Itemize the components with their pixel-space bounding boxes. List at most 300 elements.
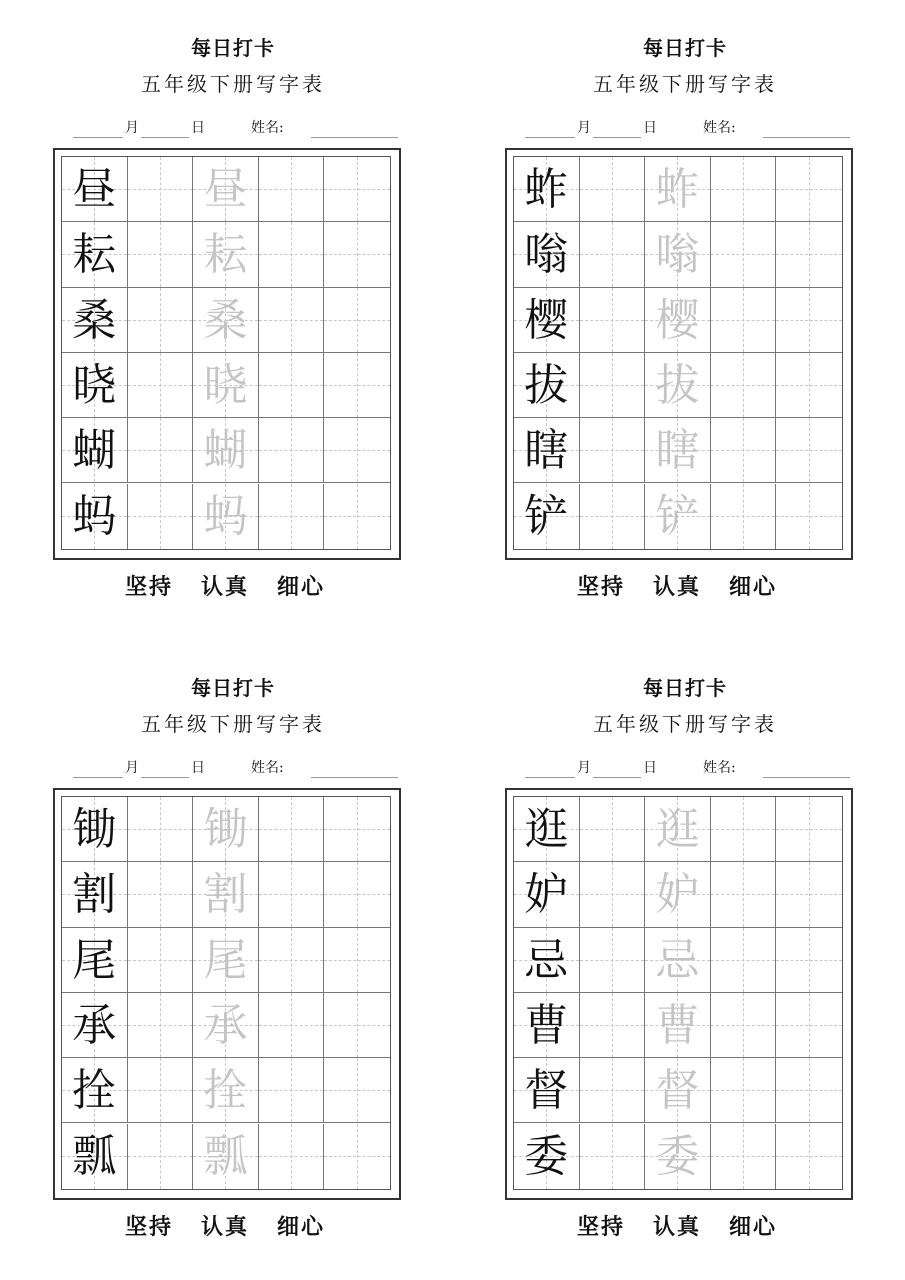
blank-writing-cell[interactable] <box>580 928 646 993</box>
trace-character: 锄 <box>203 804 248 855</box>
motto-word: 认真 <box>652 1214 701 1240</box>
guide-line <box>128 516 193 517</box>
writing-frame <box>505 788 853 1200</box>
model-character: 忌 <box>524 934 569 986</box>
writing-frame <box>53 788 401 1200</box>
guide-line <box>128 450 193 451</box>
model-character: 割 <box>72 869 117 921</box>
blank-writing-cell[interactable] <box>580 222 646 287</box>
guide-line <box>128 1090 193 1091</box>
month-blank[interactable] <box>73 777 123 778</box>
blank-writing-cell[interactable] <box>711 222 777 287</box>
name-label: 姓名: <box>251 120 284 136</box>
blank-writing-cell[interactable] <box>711 353 777 418</box>
blank-writing-cell[interactable] <box>776 797 842 862</box>
grid-row <box>62 484 390 549</box>
guide-line <box>259 829 324 830</box>
grid-row <box>62 157 390 222</box>
blank-writing-cell[interactable] <box>776 1124 842 1189</box>
trace-character-cell[interactable] <box>645 288 711 353</box>
grid-row <box>514 418 842 483</box>
blank-writing-cell[interactable] <box>776 993 842 1058</box>
blank-writing-cell[interactable] <box>776 928 842 993</box>
trace-character-cell[interactable] <box>193 288 259 353</box>
guide-line <box>776 1025 842 1026</box>
guide-line <box>128 960 193 961</box>
guide-line <box>324 254 390 255</box>
blank-writing-cell[interactable] <box>259 418 325 483</box>
guide-line <box>324 320 390 321</box>
blank-writing-cell[interactable] <box>580 862 646 927</box>
trace-character-cell[interactable] <box>645 928 711 993</box>
model-character-cell <box>514 418 580 483</box>
blank-writing-cell[interactable] <box>128 222 194 287</box>
guide-line <box>324 1090 390 1091</box>
practice-card-3 <box>53 640 413 1240</box>
guide-line <box>580 254 645 255</box>
blank-writing-cell[interactable] <box>259 928 325 993</box>
blank-writing-cell[interactable] <box>259 484 325 549</box>
model-character: 桑 <box>72 294 117 346</box>
guide-line <box>776 829 842 830</box>
trace-character: 蚂 <box>203 490 248 542</box>
model-character: 嗡 <box>524 229 569 281</box>
model-character: 委 <box>524 1130 569 1182</box>
trace-character-cell[interactable] <box>645 1058 711 1123</box>
trace-character-cell[interactable] <box>193 157 259 222</box>
model-character-cell <box>62 157 128 222</box>
trace-character: 忌 <box>655 934 700 986</box>
trace-character-cell[interactable] <box>193 418 259 483</box>
blank-writing-cell[interactable] <box>711 288 777 353</box>
trace-character-cell[interactable] <box>645 157 711 222</box>
card-title: 每日打卡 <box>643 36 727 60</box>
grid-row <box>62 797 390 862</box>
trace-character-cell[interactable] <box>193 1124 259 1189</box>
blank-writing-cell[interactable] <box>580 993 646 1058</box>
trace-character: 耘 <box>203 229 248 281</box>
model-character-cell <box>62 222 128 287</box>
guide-line <box>711 450 776 451</box>
blank-writing-cell[interactable] <box>324 862 390 927</box>
guide-line <box>711 1090 776 1091</box>
grid-row <box>514 1124 842 1189</box>
blank-writing-cell[interactable] <box>324 1058 390 1123</box>
model-character-cell <box>62 928 128 993</box>
month-blank[interactable] <box>525 137 575 138</box>
guide-line <box>711 254 776 255</box>
grid-row <box>514 928 842 993</box>
month-label: 月 <box>125 760 139 776</box>
guide-line <box>128 254 193 255</box>
model-character-cell <box>514 484 580 549</box>
guide-line <box>776 450 842 451</box>
day-label: 日 <box>191 760 205 776</box>
model-character: 蚂 <box>72 490 117 542</box>
model-character: 锄 <box>72 804 117 855</box>
day-label: 日 <box>643 120 657 136</box>
day-label: 日 <box>643 760 657 776</box>
month-label: 月 <box>125 120 139 136</box>
guide-line <box>776 1090 842 1091</box>
model-character: 承 <box>72 999 117 1051</box>
grid-row <box>514 797 842 862</box>
guide-line <box>776 254 842 255</box>
card-title: 每日打卡 <box>191 36 275 60</box>
trace-character-cell[interactable] <box>645 993 711 1058</box>
writing-grid <box>61 156 391 550</box>
blank-writing-cell[interactable] <box>776 288 842 353</box>
blank-writing-cell[interactable] <box>711 862 777 927</box>
model-character-cell <box>62 797 128 862</box>
blank-writing-cell[interactable] <box>259 862 325 927</box>
blank-writing-cell[interactable] <box>324 993 390 1058</box>
guide-line <box>580 385 645 386</box>
model-character: 晓 <box>72 359 117 411</box>
grid-row <box>514 157 842 222</box>
blank-writing-cell[interactable] <box>324 1124 390 1189</box>
guide-line <box>259 1156 324 1157</box>
trace-character: 桑 <box>203 294 248 346</box>
date-name-row <box>525 116 850 138</box>
writing-grid <box>513 156 843 550</box>
guide-line <box>580 894 645 895</box>
guide-line <box>128 320 193 321</box>
grid-row <box>62 288 390 353</box>
model-character: 瓢 <box>72 1130 117 1182</box>
guide-line <box>711 320 776 321</box>
name-blank[interactable] <box>763 137 850 138</box>
guide-line <box>776 516 842 517</box>
grid-row <box>514 288 842 353</box>
blank-writing-cell[interactable] <box>711 418 777 483</box>
model-character-cell <box>514 288 580 353</box>
model-character-cell <box>62 1058 128 1123</box>
guide-line <box>580 1025 645 1026</box>
card-title: 每日打卡 <box>643 676 727 700</box>
model-character: 尾 <box>72 934 117 986</box>
trace-character-cell[interactable] <box>645 222 711 287</box>
blank-writing-cell[interactable] <box>128 484 194 549</box>
blank-writing-cell[interactable] <box>128 993 194 1058</box>
blank-writing-cell[interactable] <box>776 1058 842 1123</box>
model-character: 拔 <box>524 359 569 411</box>
trace-character-cell[interactable] <box>193 862 259 927</box>
card-title: 每日打卡 <box>191 676 275 700</box>
trace-character-cell[interactable] <box>645 797 711 862</box>
guide-line <box>776 385 842 386</box>
guide-line <box>259 385 324 386</box>
trace-character: 蝴 <box>203 425 248 477</box>
day-blank[interactable] <box>593 137 641 138</box>
trace-character: 割 <box>203 869 248 921</box>
model-character-cell <box>514 353 580 418</box>
guide-line <box>776 894 842 895</box>
blank-writing-cell[interactable] <box>580 797 646 862</box>
guide-line <box>324 1156 390 1157</box>
trace-character-cell[interactable] <box>645 862 711 927</box>
month-blank[interactable] <box>73 137 123 138</box>
guide-line <box>776 960 842 961</box>
card-subtitle: 五年级下册写字表 <box>141 712 325 736</box>
day-blank[interactable] <box>141 137 189 138</box>
blank-writing-cell[interactable] <box>711 797 777 862</box>
blank-writing-cell[interactable] <box>580 353 646 418</box>
guide-line <box>128 829 193 830</box>
grid-row <box>514 484 842 549</box>
blank-writing-cell[interactable] <box>776 862 842 927</box>
blank-writing-cell[interactable] <box>259 1058 325 1123</box>
guide-line <box>580 1090 645 1091</box>
guide-line <box>711 960 776 961</box>
model-character: 铲 <box>524 490 569 542</box>
guide-line <box>711 829 776 830</box>
blank-writing-cell[interactable] <box>711 157 777 222</box>
blank-writing-cell[interactable] <box>324 928 390 993</box>
blank-writing-cell[interactable] <box>580 418 646 483</box>
model-character-cell <box>62 418 128 483</box>
blank-writing-cell[interactable] <box>711 928 777 993</box>
trace-character-cell[interactable] <box>645 353 711 418</box>
motto-word: 细心 <box>729 1214 778 1240</box>
guide-line <box>259 450 324 451</box>
guide-line <box>324 189 390 190</box>
grid-row <box>62 862 390 927</box>
trace-character-cell[interactable] <box>193 928 259 993</box>
blank-writing-cell[interactable] <box>128 862 194 927</box>
model-character-cell <box>514 157 580 222</box>
blank-writing-cell[interactable] <box>128 797 194 862</box>
motto-word: 坚持 <box>576 574 625 600</box>
trace-character-cell[interactable] <box>193 484 259 549</box>
blank-writing-cell[interactable] <box>128 157 194 222</box>
guide-line <box>259 1090 324 1091</box>
trace-character: 妒 <box>655 869 700 921</box>
practice-card-2 <box>505 0 865 600</box>
motto <box>505 1212 849 1242</box>
blank-writing-cell[interactable] <box>128 353 194 418</box>
trace-character: 昼 <box>203 164 248 215</box>
guide-line <box>128 385 193 386</box>
date-name-row <box>525 756 850 778</box>
trace-character-cell[interactable] <box>645 484 711 549</box>
model-character-cell <box>62 288 128 353</box>
month-blank[interactable] <box>525 777 575 778</box>
trace-character-cell[interactable] <box>645 418 711 483</box>
grid-row <box>514 862 842 927</box>
trace-character: 晓 <box>203 359 248 411</box>
blank-writing-cell[interactable] <box>580 288 646 353</box>
trace-character: 委 <box>655 1130 700 1182</box>
model-character: 瞎 <box>524 425 569 477</box>
blank-writing-cell[interactable] <box>580 1058 646 1123</box>
blank-writing-cell[interactable] <box>711 1058 777 1123</box>
guide-line <box>711 1025 776 1026</box>
guide-line <box>259 254 324 255</box>
trace-character-cell[interactable] <box>193 993 259 1058</box>
blank-writing-cell[interactable] <box>259 222 325 287</box>
guide-line <box>128 894 193 895</box>
blank-writing-cell[interactable] <box>128 418 194 483</box>
blank-writing-cell[interactable] <box>776 157 842 222</box>
name-blank[interactable] <box>311 137 398 138</box>
model-character: 督 <box>524 1065 569 1117</box>
blank-writing-cell[interactable] <box>324 288 390 353</box>
card-subtitle: 五年级下册写字表 <box>141 72 325 96</box>
blank-writing-cell[interactable] <box>259 993 325 1058</box>
guide-line <box>580 960 645 961</box>
blank-writing-cell[interactable] <box>580 157 646 222</box>
day-blank[interactable] <box>141 777 189 778</box>
model-character-cell <box>62 484 128 549</box>
trace-character: 逛 <box>655 804 700 855</box>
trace-character: 瓢 <box>203 1130 248 1182</box>
guide-line <box>259 189 324 190</box>
blank-writing-cell[interactable] <box>324 157 390 222</box>
model-character-cell <box>514 222 580 287</box>
practice-card-4 <box>505 640 865 1240</box>
motto-word: 认真 <box>200 574 249 600</box>
model-character-cell <box>514 1058 580 1123</box>
model-character-cell <box>514 797 580 862</box>
day-label: 日 <box>191 120 205 136</box>
guide-line <box>259 960 324 961</box>
blank-writing-cell[interactable] <box>776 222 842 287</box>
motto-word: 坚持 <box>576 1214 625 1240</box>
guide-line <box>259 894 324 895</box>
guide-line <box>259 516 324 517</box>
grid-row <box>514 222 842 287</box>
grid-row <box>514 993 842 1058</box>
blank-writing-cell[interactable] <box>324 222 390 287</box>
grid-row <box>62 928 390 993</box>
grid-row <box>62 993 390 1058</box>
name-label: 姓名: <box>251 760 284 776</box>
motto <box>53 1212 397 1242</box>
writing-frame <box>53 148 401 560</box>
day-blank[interactable] <box>593 777 641 778</box>
blank-writing-cell[interactable] <box>776 353 842 418</box>
name-label: 姓名: <box>703 120 736 136</box>
writing-grid <box>513 796 843 1190</box>
writing-frame <box>505 148 853 560</box>
model-character: 耘 <box>72 229 117 281</box>
blank-writing-cell[interactable] <box>259 1124 325 1189</box>
blank-writing-cell[interactable] <box>711 1124 777 1189</box>
blank-writing-cell[interactable] <box>259 288 325 353</box>
guide-line <box>580 320 645 321</box>
trace-character-cell[interactable] <box>645 1124 711 1189</box>
name-blank[interactable] <box>311 777 398 778</box>
guide-line <box>324 385 390 386</box>
guide-line <box>711 385 776 386</box>
model-character-cell <box>62 353 128 418</box>
blank-writing-cell[interactable] <box>128 1124 194 1189</box>
blank-writing-cell[interactable] <box>128 928 194 993</box>
blank-writing-cell[interactable] <box>711 993 777 1058</box>
blank-writing-cell[interactable] <box>711 484 777 549</box>
motto-word: 细心 <box>277 1214 326 1240</box>
trace-character-cell[interactable] <box>193 1058 259 1123</box>
guide-line <box>324 829 390 830</box>
month-label: 月 <box>577 120 591 136</box>
blank-writing-cell[interactable] <box>324 484 390 549</box>
guide-line <box>711 189 776 190</box>
grid-row <box>62 353 390 418</box>
guide-line <box>324 1025 390 1026</box>
trace-character: 樱 <box>655 294 700 346</box>
model-character: 樱 <box>524 294 569 346</box>
practice-card-1 <box>53 0 413 600</box>
blank-writing-cell[interactable] <box>259 353 325 418</box>
guide-line <box>128 1156 193 1157</box>
model-character-cell <box>514 1124 580 1189</box>
motto-word: 坚持 <box>124 574 173 600</box>
guide-line <box>324 516 390 517</box>
card-subtitle: 五年级下册写字表 <box>593 72 777 96</box>
motto <box>53 572 397 602</box>
guide-line <box>776 1156 842 1157</box>
motto-word: 细心 <box>729 574 778 600</box>
model-character: 逛 <box>524 804 569 855</box>
guide-line <box>711 894 776 895</box>
blank-writing-cell[interactable] <box>324 353 390 418</box>
trace-character: 蚱 <box>655 164 700 215</box>
guide-line <box>128 189 193 190</box>
guide-line <box>776 320 842 321</box>
guide-line <box>259 320 324 321</box>
grid-row <box>62 1124 390 1189</box>
model-character-cell <box>62 862 128 927</box>
guide-line <box>580 829 645 830</box>
trace-character: 督 <box>655 1065 700 1117</box>
motto <box>505 572 849 602</box>
guide-line <box>324 450 390 451</box>
trace-character-cell[interactable] <box>193 353 259 418</box>
blank-writing-cell[interactable] <box>324 797 390 862</box>
model-character: 妒 <box>524 869 569 921</box>
guide-line <box>776 189 842 190</box>
name-blank[interactable] <box>763 777 850 778</box>
date-name-row <box>73 756 398 778</box>
blank-writing-cell[interactable] <box>128 1058 194 1123</box>
model-character-cell <box>514 862 580 927</box>
card-subtitle: 五年级下册写字表 <box>593 712 777 736</box>
blank-writing-cell[interactable] <box>259 797 325 862</box>
grid-row <box>62 1058 390 1123</box>
blank-writing-cell[interactable] <box>776 418 842 483</box>
blank-writing-cell[interactable] <box>259 157 325 222</box>
model-character-cell <box>514 993 580 1058</box>
grid-row <box>62 418 390 483</box>
guide-line <box>580 450 645 451</box>
model-character: 曹 <box>524 999 569 1051</box>
blank-writing-cell[interactable] <box>776 484 842 549</box>
writing-grid <box>61 796 391 1190</box>
model-character-cell <box>62 1124 128 1189</box>
guide-line <box>711 1156 776 1157</box>
blank-writing-cell[interactable] <box>580 484 646 549</box>
guide-line <box>324 894 390 895</box>
trace-character-cell[interactable] <box>193 797 259 862</box>
trace-character-cell[interactable] <box>193 222 259 287</box>
guide-line <box>580 189 645 190</box>
blank-writing-cell[interactable] <box>128 288 194 353</box>
blank-writing-cell[interactable] <box>580 1124 646 1189</box>
blank-writing-cell[interactable] <box>324 418 390 483</box>
guide-line <box>580 1156 645 1157</box>
grid-row <box>514 353 842 418</box>
